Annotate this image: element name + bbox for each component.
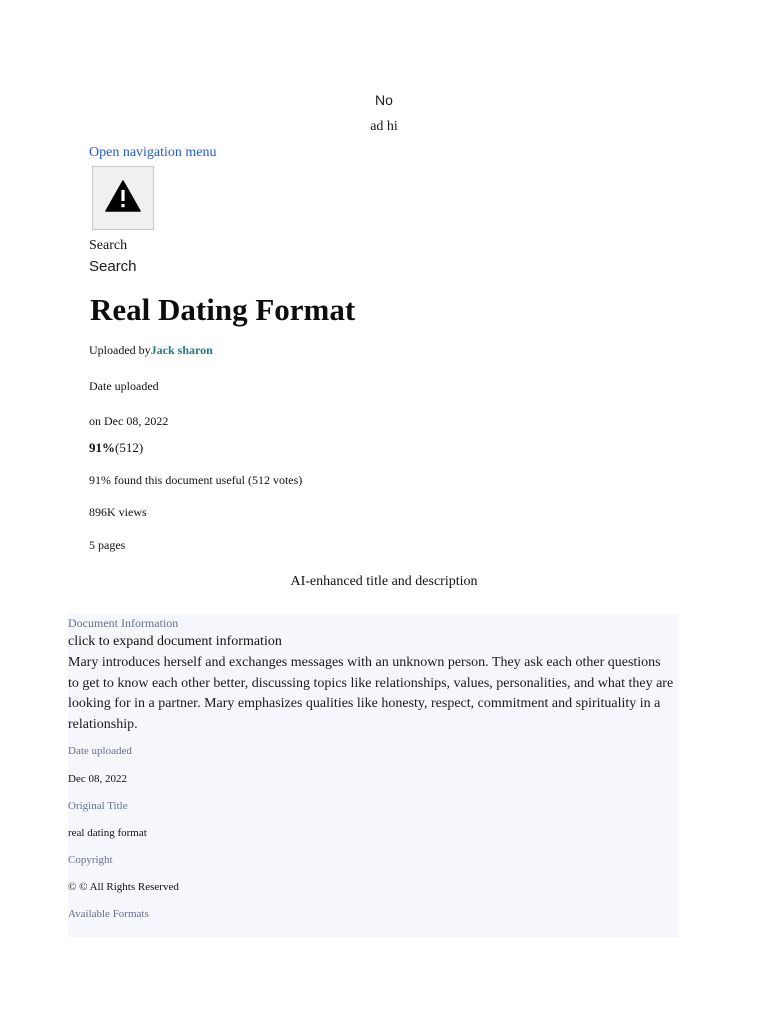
uploaded-by-prefix: Uploaded by [89, 343, 151, 357]
useful-votes-text: 91% found this document useful (512 votes) [89, 473, 303, 487]
page-count: 5 pages [89, 538, 126, 552]
rating-percent: 91% [89, 440, 115, 455]
date-uploaded-value: on Dec 08, 2022 [89, 414, 169, 428]
uploader-line [89, 342, 213, 359]
original-title-value: real dating format [68, 827, 147, 839]
warning-triangle-icon [105, 180, 141, 217]
search-input[interactable]: Search [89, 258, 137, 275]
open-navigation-menu-link[interactable]: Open navigation menu [89, 145, 217, 160]
broken-image-placeholder [92, 166, 154, 230]
original-title-label: Original Title [68, 800, 128, 812]
document-information-panel [68, 614, 678, 937]
copyright-value: © © All Rights Reserved [68, 881, 179, 893]
expand-document-info-toggle[interactable]: click to expand document information [68, 634, 282, 649]
ai-enhanced-heading: AI-enhanced title and description [290, 574, 478, 589]
copyright-label: Copyright [68, 854, 113, 866]
document-information-label: Document Information [68, 616, 179, 630]
rating-votes: (512) [115, 440, 144, 455]
ad-placeholder-text: No [375, 92, 393, 108]
search-label: Search [89, 238, 128, 253]
ad-hint-text: ad hi [370, 119, 398, 134]
date-uploaded-label: Date uploaded [89, 379, 159, 393]
available-formats-label: Available Formats [68, 908, 149, 920]
page-title: Real Dating Format [90, 292, 356, 327]
document-description: Mary introduces herself and exchanges messages with an unknown person. They ask each other questions to get to know each other better, discussing topics like relationships, values, personalities, and what they are looking for in a partner. Mary emphasizes qualities like honesty, respect, commitment and spirituality in a relationship. [68, 655, 674, 732]
view-count: 896K views [89, 505, 147, 519]
rating-summary [89, 439, 143, 457]
author-link[interactable]: Jack sharon [150, 343, 213, 357]
info-date-uploaded-label: Date uploaded [68, 745, 132, 757]
info-date-uploaded-value: Dec 08, 2022 [68, 773, 127, 785]
